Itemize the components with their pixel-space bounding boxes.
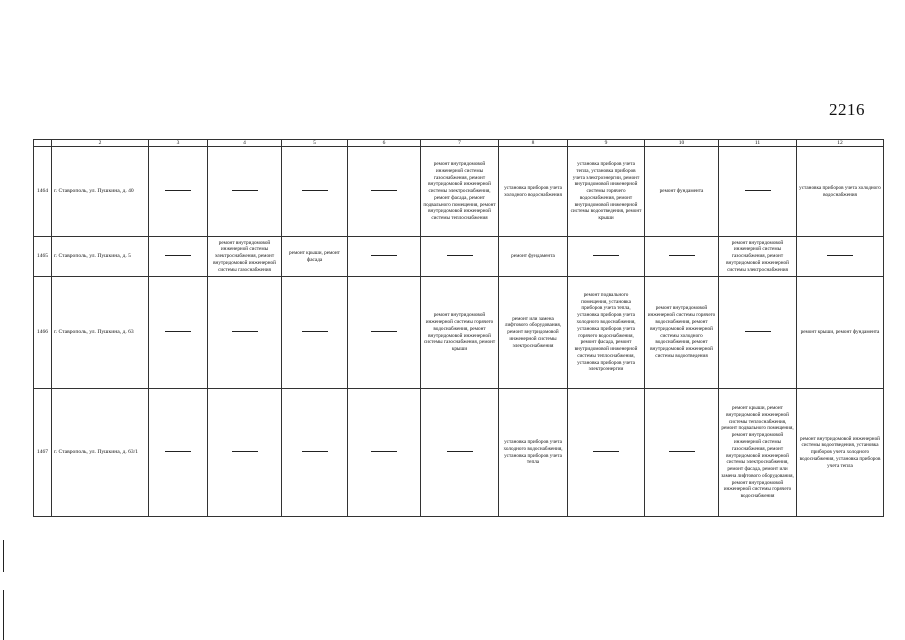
column-number-row: [34, 140, 884, 147]
column-number: 4: [208, 140, 282, 147]
row-number: 1467: [34, 389, 52, 517]
work-cell: [348, 389, 421, 517]
work-cell: [149, 147, 208, 237]
work-cell: ремонт внутридомовой инженерной системы горячего водоснабжения, ремонт внутридомовой инженерной системы холодного водоснабжения, ремонт внутридомовой инженерной системы водоотведения: [645, 277, 719, 389]
work-cell: [348, 277, 421, 389]
work-cell: ремонт крыши, ремонт фундамента: [797, 277, 884, 389]
empty-dash: [371, 190, 397, 191]
page-number: 2216: [829, 100, 865, 119]
work-cell: [282, 147, 348, 237]
empty-dash: [165, 331, 191, 332]
row-number: 1464: [34, 147, 52, 237]
row-number: 1466: [34, 277, 52, 389]
work-cell: [421, 237, 499, 277]
empty-dash: [745, 190, 771, 191]
work-cell: установка приборов учета тепла, установка приборов учета электроэнергии, ремонт внутридомовой инженерной системы горячего водоснабжения, ремонт внутридомовой инженерной системы водоотведения, ремонт крыши: [568, 147, 645, 237]
work-cell: [719, 147, 797, 237]
empty-dash: [232, 190, 258, 191]
empty-dash: [302, 190, 328, 191]
work-cell: [645, 237, 719, 277]
work-cell: ремонт внутридомовой инженерной системы водоотведения, установка приборов учета холодного водоснабжения, установка приборов учета тепла: [797, 389, 884, 517]
empty-dash: [232, 331, 258, 332]
work-cell: [348, 237, 421, 277]
empty-dash: [232, 451, 258, 452]
work-cell: [149, 277, 208, 389]
work-cell: [568, 389, 645, 517]
work-cell: ремонт внутридомовой инженерной системы газоснабжения, ремонт внутридомовой инженерной системы электроснабжения, ремонт фасада, ремонт подвального помещения, ремонт внутридомовой инженерной системы теплоснабжения: [421, 147, 499, 237]
address-cell: г. Ставрополь, ул. Пушкина, д. 5: [52, 237, 149, 277]
empty-dash: [371, 331, 397, 332]
empty-dash: [827, 255, 853, 256]
empty-dash: [745, 331, 771, 332]
empty-dash: [447, 451, 473, 452]
work-cell: [568, 237, 645, 277]
work-cell: ремонт внутридомовой инженерной системы электроснабжения, ремонт внутридомовой инженерной системы газоснабжения: [208, 237, 282, 277]
column-number: [34, 140, 52, 147]
empty-dash: [371, 451, 397, 452]
table-row: [34, 147, 884, 237]
empty-dash: [593, 451, 619, 452]
work-cell: [282, 389, 348, 517]
work-cell: ремонт крыши, ремонт фасада: [282, 237, 348, 277]
work-cell: [149, 237, 208, 277]
empty-dash: [165, 190, 191, 191]
work-cell: ремонт внутридомовой инженерной системы горячего водоснабжения, ремонт внутридомовой инженерной системы газоснабжения, ремонт крыши: [421, 277, 499, 389]
address-cell: г. Ставрополь, ул. Пушкина, д. 63: [52, 277, 149, 389]
work-cell: установка приборов учета холодного водоснабжения: [797, 147, 884, 237]
empty-dash: [302, 451, 328, 452]
empty-dash: [447, 255, 473, 256]
work-cell: [208, 277, 282, 389]
empty-dash: [302, 331, 328, 332]
work-cell: ремонт внутридомовой инженерной системы газоснабжения, ремонт внутридомовой инженерной системы электроснабжения: [719, 237, 797, 277]
empty-dash: [593, 255, 619, 256]
scan-margin-mark: [3, 540, 4, 572]
work-cell: [282, 277, 348, 389]
column-number: 7: [421, 140, 499, 147]
work-cell: [421, 389, 499, 517]
column-number: 12: [797, 140, 884, 147]
work-cell: ремонт подвального помещения, установка приборов учета тепла, установка приборов учета холодного водоснабжения, установка приборов учета горячего водоснабжения, ремонт фасада, ремонт внутридомовой инженерной системы теплоснабжения, установка приборов учета электроэнергии: [568, 277, 645, 389]
repair-schedule-table: [33, 139, 884, 517]
work-cell: [208, 147, 282, 237]
column-number: 9: [568, 140, 645, 147]
work-cell: [348, 147, 421, 237]
work-cell: [797, 237, 884, 277]
address-cell: г. Ставрополь, ул. Пушкина, д. 63/1: [52, 389, 149, 517]
column-number: 5: [282, 140, 348, 147]
empty-dash: [165, 255, 191, 256]
work-cell: ремонт крыши, ремонт внутридомовой инженерной системы теплоснабжения, ремонт подвального помещения, ремонт внутридомовой инженерной системы газоснабжения, ремонт внутридомовой инженерной системы электроснабжения, ремонт фасада, ремонт или замена лифтового оборудования, ремонт внутридомовой инженерной системы горячего водоснабжения: [719, 389, 797, 517]
row-number: 1465: [34, 237, 52, 277]
column-number: 2: [52, 140, 149, 147]
scan-margin-mark: [3, 590, 4, 640]
work-cell: установка приборов учета холодного водоснабжения, установка приборов учета тепла: [499, 389, 568, 517]
empty-dash: [669, 255, 695, 256]
work-cell: установка приборов учета холодного водоснабжения: [499, 147, 568, 237]
table-row: [34, 237, 884, 277]
work-cell: [149, 389, 208, 517]
table-row: [34, 389, 884, 517]
column-number: 8: [499, 140, 568, 147]
work-cell: ремонт фундамента: [499, 237, 568, 277]
work-cell: ремонт или замена лифтового оборудования, ремонт внутридомовой инженерной системы электроснабжения: [499, 277, 568, 389]
work-cell: [208, 389, 282, 517]
work-cell: [719, 277, 797, 389]
column-number: 3: [149, 140, 208, 147]
address-cell: г. Ставрополь, ул. Пушкина, д. 40: [52, 147, 149, 237]
column-number: 11: [719, 140, 797, 147]
empty-dash: [371, 255, 397, 256]
work-cell: ремонт фундамента: [645, 147, 719, 237]
column-number: 6: [348, 140, 421, 147]
work-cell: [645, 389, 719, 517]
table-row: [34, 277, 884, 389]
empty-dash: [165, 451, 191, 452]
column-number: 10: [645, 140, 719, 147]
empty-dash: [669, 451, 695, 452]
